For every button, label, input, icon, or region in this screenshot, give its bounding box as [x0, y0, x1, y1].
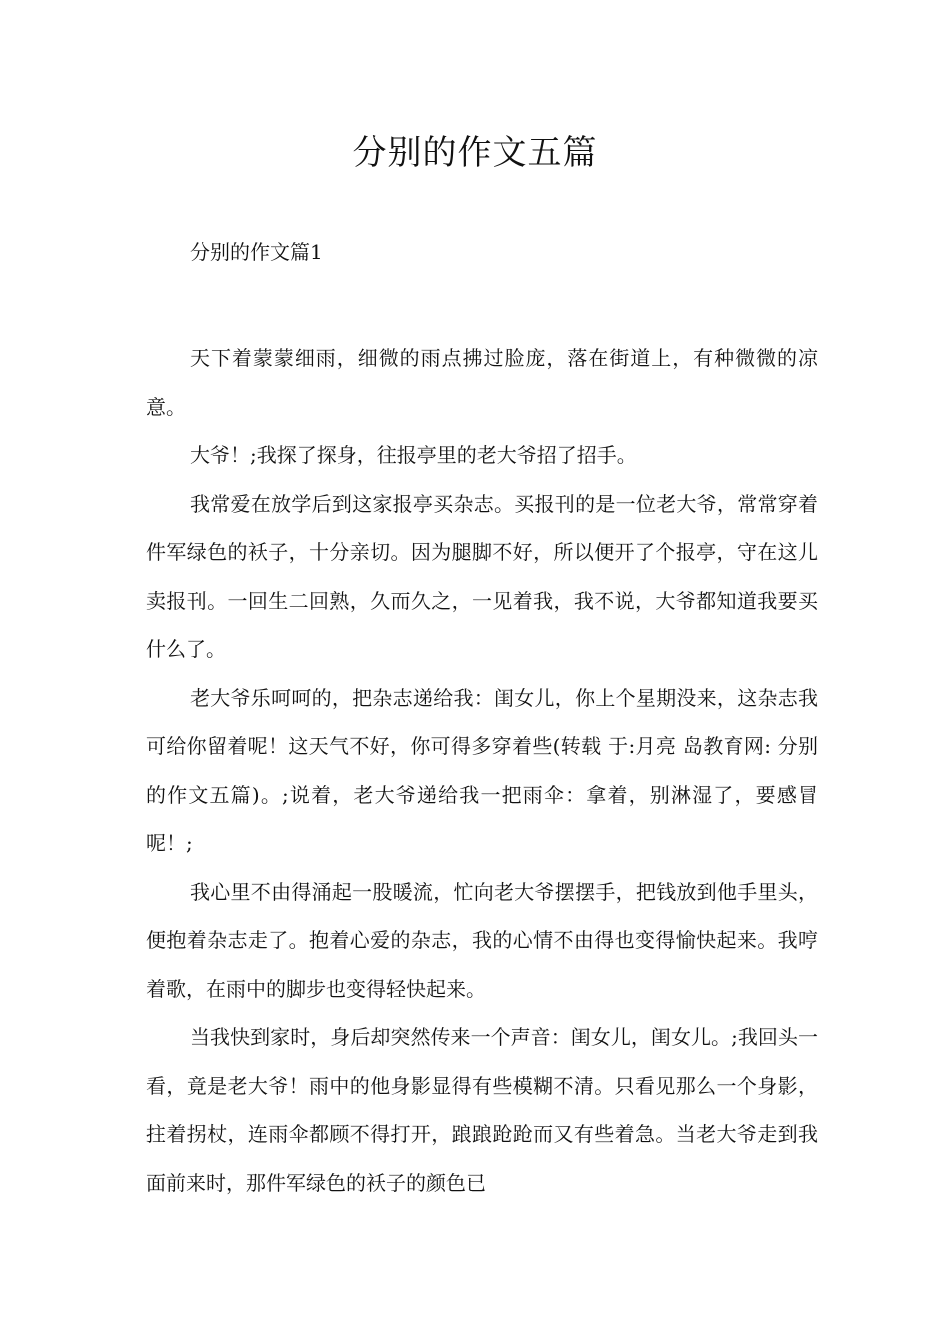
paragraph: 当我快到家时，身后却突然传来一个声音：闺女儿，闺女儿。;我回头一看，竟是老大爷！雨中的他身影显得有些模糊不清。只看见那么一个身影，拄着拐杖，连雨伞都顾不得打开，踉踉跄跄而又有些着急。当老大爷走到我面前来时，那件军绿色的袄子的颜色已 — [146, 1025, 818, 1195]
paragraph: 大爷！;我探了探身，往报亭里的老大爷招了招手。 — [190, 443, 637, 467]
paragraph: 老大爷乐呵呵的，把杂志递给我：闺女儿，你上个星期没来，这杂志我可给你留着呢！这天气不好，你可得多穿着些(转载 于:月亮 岛教育网: 分别的作文五篇)。;说着，老大爷递给我一把雨伞：拿着，别淋湿了，要感冒呢！; — [146, 685, 818, 855]
paragraph: 我常爱在放学后到这家报亭买杂志。买报刊的是一位老大爷，常常穿着件军绿色的袄子，十分亲切。因为腿脚不好，所以便开了个报亭，守在这儿卖报刊。一回生二回熟，久而久之，一见着我，我不说，大爷都知道我要买什么了。 — [146, 491, 818, 661]
section-heading: 分别的作文篇1 — [190, 240, 323, 264]
paragraph: 天下着蒙蒙细雨，细微的雨点拂过脸庞，落在街道上，有种微微的凉意。 — [146, 346, 818, 419]
paragraph: 我心里不由得涌起一股暖流，忙向老大爷摆摆手，把钱放到他手里头，便抱着杂志走了。抱着心爱的杂志，我的心情不由得也变得愉快起来。我哼着歌，在雨中的脚步也变得轻快起来。 — [146, 879, 818, 1001]
article-body — [146, 334, 818, 1207]
document-title: 分别的作文五篇 — [352, 133, 598, 173]
